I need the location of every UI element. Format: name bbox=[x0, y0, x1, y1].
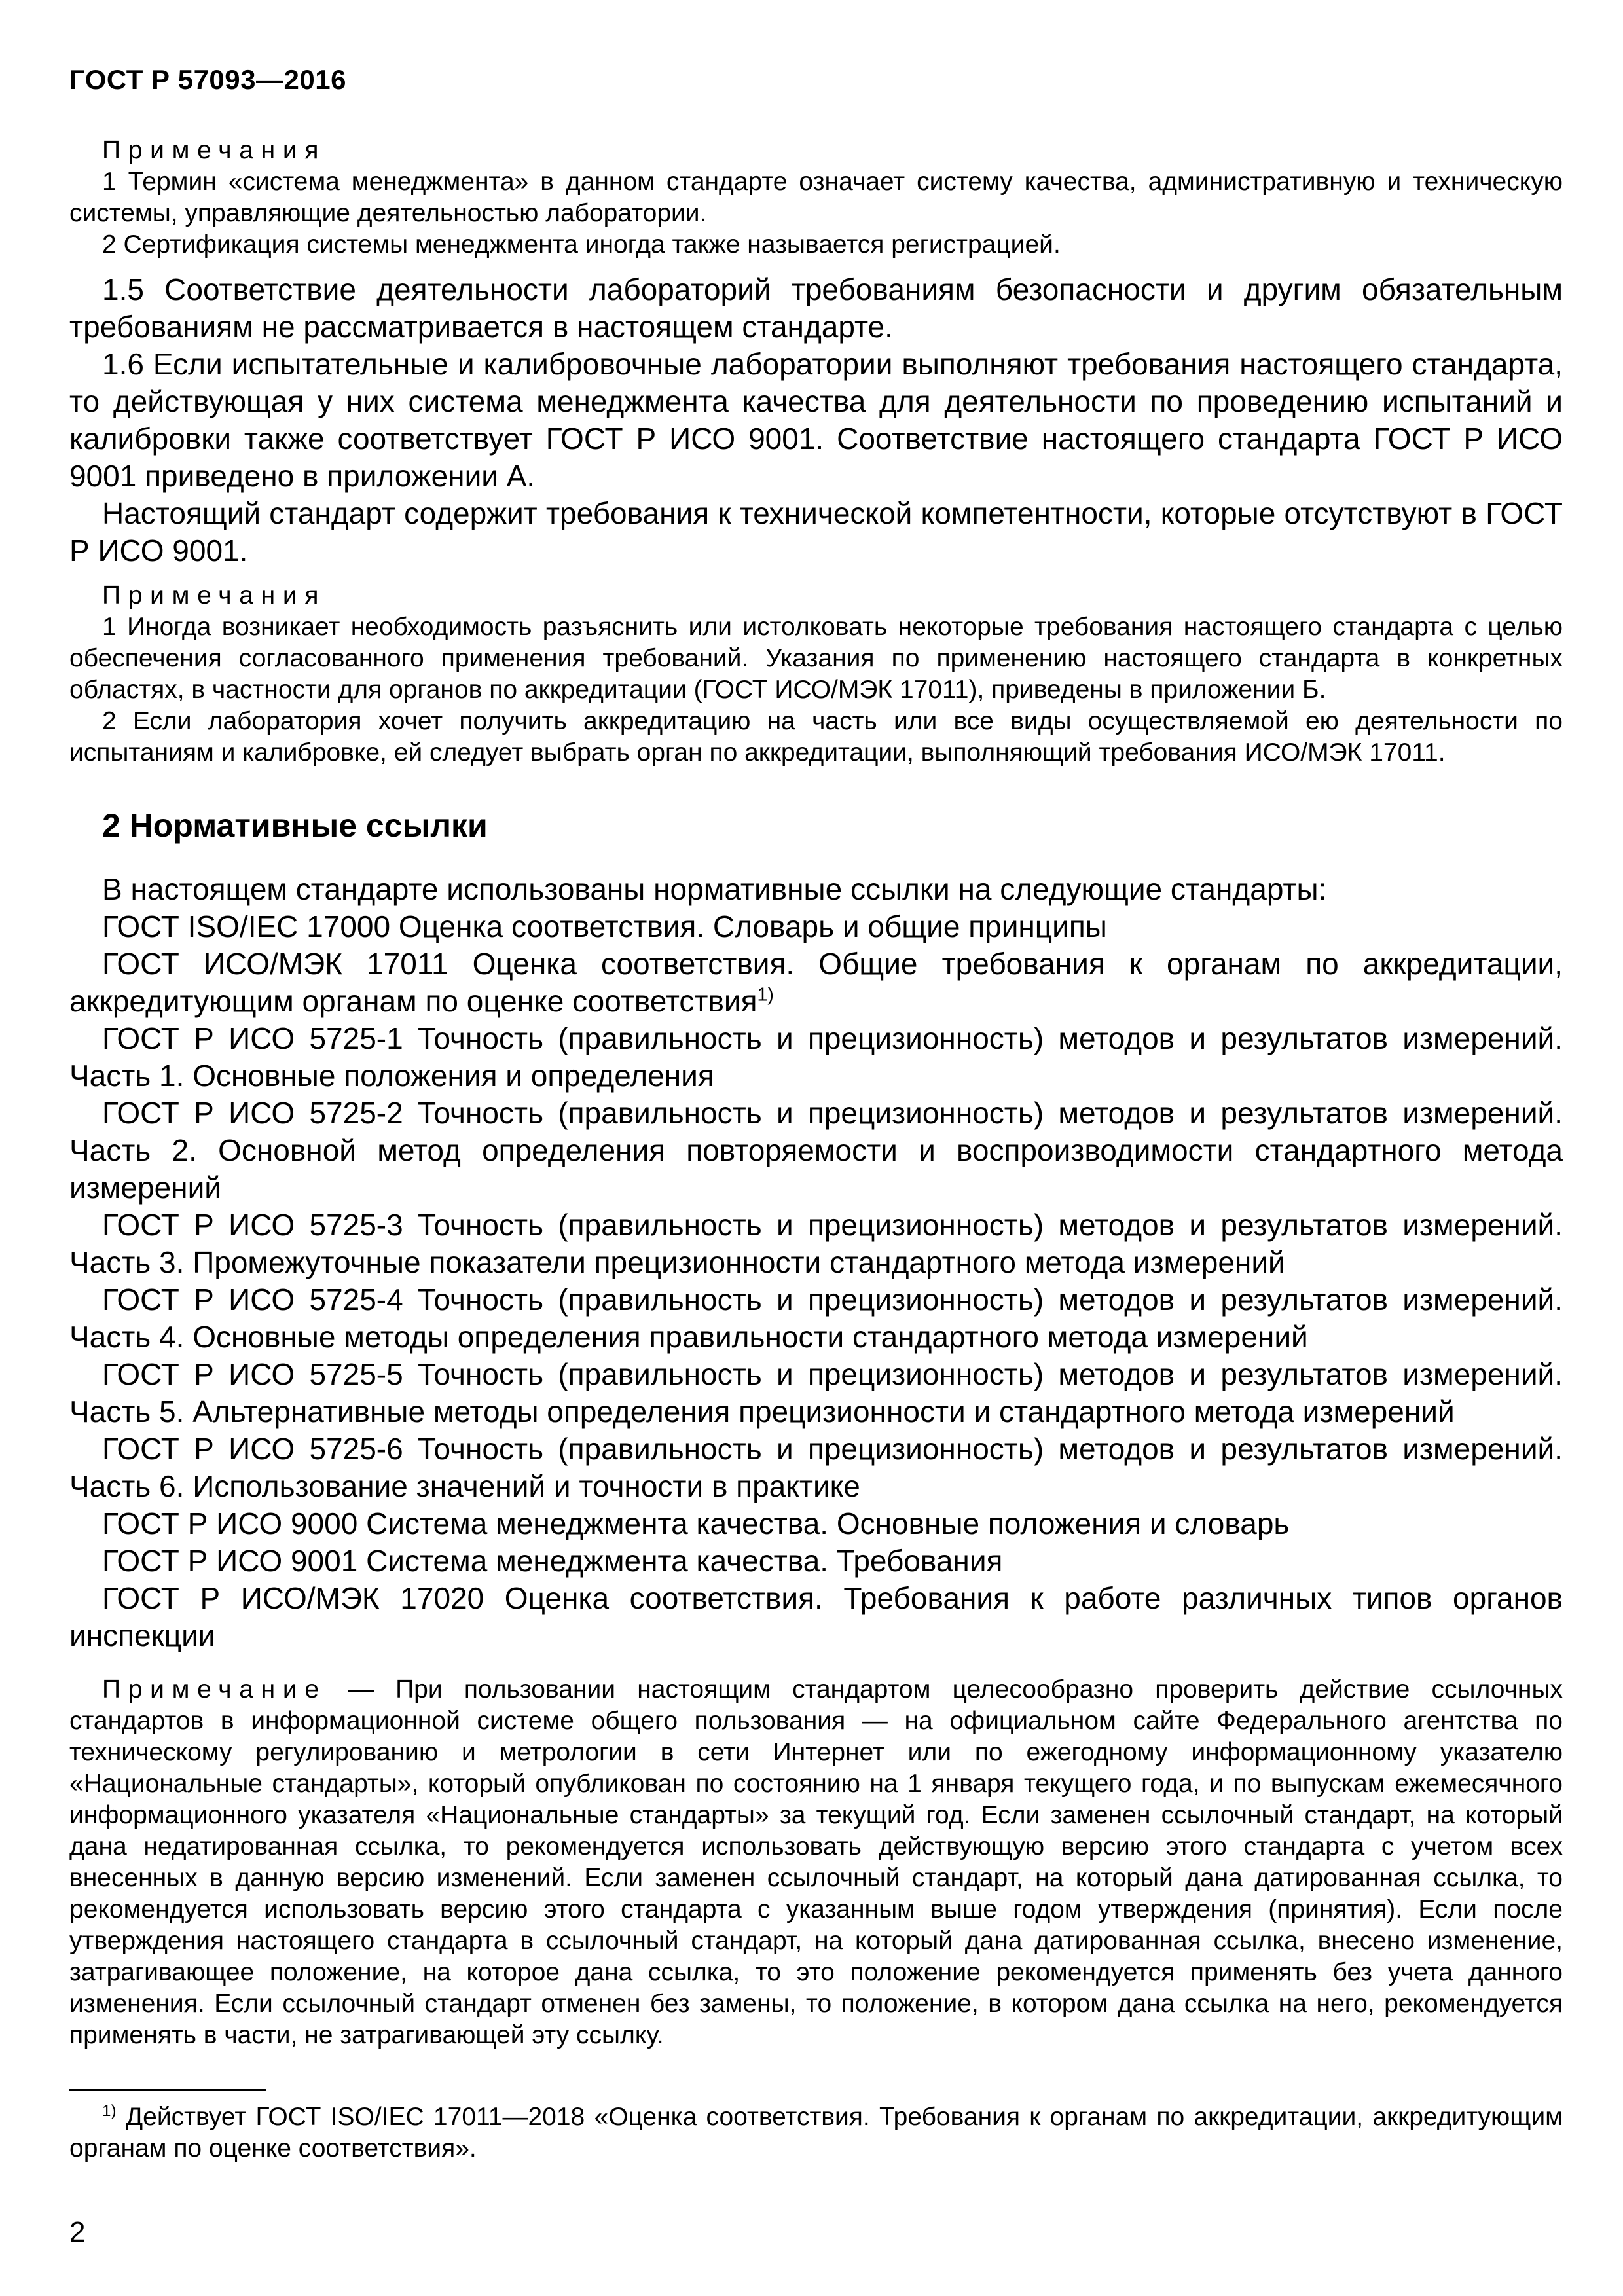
note-title-inline: Примечание bbox=[102, 1675, 327, 1704]
footnote-ref-marker: 1) bbox=[757, 984, 774, 1006]
note-body-text: — При пользовании настоящим стандартом целесообразно проверить действие ссылочных стандартов в информационной системе общего пользования — на официальном сайте Федерального агентства по техническому регулированию и метрологии в сети Интернет или по ежегодному информационному указателю «Национальные стандарты», который опубликован по состоянию на 1 января текущего года, и по выпускам ежемесячного информационного указателя «Национальные стандарты» за текущий год. Если заменен ссылочный стандарт, на который дана недатированная ссылка, то рекомендуется использовать действующую версию этого стандарта с учетом всех внесенных в данную версию изменений. Если заменен ссылочный стандарт, на который дана датированная ссылка, то рекомендуется использовать версию этого стандарта с указанным выше годом утверждения (принятия). Если после утверждения настоящего стандарта в ссылочный стандарт, на который дана датированная ссылка, внесено изменение, затрагивающее положение, на которое дана ссылка, то это положение рекомендуется применять без учета данного изменения. Если ссылочный стандарт отменен без замены, то положение, в котором дана ссылка на него, рекомендуется применять в части, не затрагивающей эту ссылку. bbox=[69, 1675, 1563, 2049]
note-item: 1 Иногда возникает необходимость разъяснить или истолковать некоторые требования настоящего стандарта с целью обеспечения согласованного применения требований. Указания по применению настоящего стандарта в конкретных областях, в частности для органов по аккредитации (ГОСТ ИСО/МЭК 17011), приведены в приложении Б. bbox=[69, 613, 1563, 704]
footnote-marker: 1) bbox=[102, 2102, 117, 2120]
standard-reference bbox=[69, 1095, 1563, 1207]
standard-reference bbox=[69, 1281, 1563, 1356]
standard-reference-text: ГОСТ Р ИСО 5725-1 Точность (правильность и прецизионность) методов и результатов измерений. Часть 1. Основные положения и определения bbox=[69, 1021, 1563, 1093]
standard-reference bbox=[69, 1207, 1563, 1281]
clause-1-5: 1.5 Соответствие деятельности лабораторий требованиям безопасности и другим обязательным требованиям не рассматривается в настоящем стандарте. bbox=[69, 272, 1563, 344]
notes-title: Примечания bbox=[102, 581, 327, 610]
standard-reference-text: ГОСТ Р ИСО 5725-3 Точность (правильность и прецизионность) методов и результатов измерений. Часть 3. Промежуточные показатели прецизионности стандартного метода измерений bbox=[69, 1208, 1563, 1279]
standard-reference bbox=[69, 908, 1563, 945]
standard-reference-text: ГОСТ Р ИСО 5725-6 Точность (правильность и прецизионность) методов и результатов измерений. Часть 6. Использование значений и точности в практике bbox=[69, 1432, 1563, 1503]
clause-1-6-continuation: Настоящий стандарт содержит требования к технической компетентности, которые отсутствуют в ГОСТ Р ИСО 9001. bbox=[69, 496, 1563, 568]
notes-title: Примечания bbox=[102, 136, 327, 164]
standard-reference-text: ГОСТ Р ИСО 9000 Система менеджмента качества. Основные положения и словарь bbox=[102, 1506, 1290, 1540]
notes-block-intro bbox=[69, 135, 1563, 261]
note-item: 2 Сертификация системы менеджмента иногда также называется регистрацией. bbox=[102, 230, 1061, 259]
standard-reference-text: ГОСТ Р ИСО 5725-2 Точность (правильность и прецизионность) методов и результатов измерений. Часть 2. Основной метод определения повторяемости и воспроизводимости стандартного метода измерений bbox=[69, 1096, 1563, 1205]
doc-number-header: ГОСТ Р 57093—2016 bbox=[69, 64, 346, 95]
standard-reference-text: ГОСТ ИСО/МЭК 17011 Оценка соответствия. Общие требования к органам по аккредитации, аккредитующим органам по оценке соответствия bbox=[69, 947, 1563, 1018]
standard-reference bbox=[69, 1505, 1563, 1542]
references-note bbox=[69, 1674, 1563, 2051]
standard-reference-text: ГОСТ Р ИСО 5725-5 Точность (правильность и прецизионность) методов и результатов измерений. Часть 5. Альтернативные методы определения прецизионности и стандартного метода измерений bbox=[69, 1357, 1563, 1429]
standard-reference-text: ГОСТ Р ИСО 9001 Система менеджмента качества. Требования bbox=[102, 1544, 1003, 1578]
clause-1-6: 1.6 Если испытательные и калибровочные лаборатории выполняют требования настоящего стандарта, то действующая у них система менеджмента качества для деятельности по проведению испытаний и калибровки также соответствует ГОСТ Р ИСО 9001. Соответствие настоящего стандарта ГОСТ Р ИСО 9001 приведено в приложении А. bbox=[69, 347, 1563, 493]
standard-reference-text: ГОСТ Р ИСО/МЭК 17020 Оценка соответствия. Требования к работе различных типов органов инспекции bbox=[69, 1581, 1563, 1652]
footnote-rule bbox=[69, 2089, 266, 2091]
section-2-heading: 2 Нормативные ссылки bbox=[102, 807, 488, 844]
standard-reference bbox=[69, 1580, 1563, 1654]
standard-reference-text: ГОСТ ISO/IEC 17000 Оценка соответствия. Словарь и общие принципы bbox=[102, 909, 1107, 943]
footnote bbox=[69, 2102, 1563, 2164]
note-item: 2 Если лаборатория хочет получить аккредитацию на часть или все виды осуществляемой ею деятельности по испытаниям и калибровке, ей следует выбрать орган по аккредитации, выполняющий требования ИСО/МЭК 17011. bbox=[69, 707, 1563, 767]
standard-reference bbox=[69, 945, 1563, 1020]
footnote-section bbox=[69, 2089, 1563, 2164]
standard-reference bbox=[69, 1356, 1563, 1430]
section-2-intro: В настоящем стандарте использованы нормативные ссылки на следующие стандарты: bbox=[102, 872, 1327, 906]
standard-reference bbox=[69, 1020, 1563, 1095]
page-number: 2 bbox=[69, 2216, 86, 2248]
notes-block-clause bbox=[69, 580, 1563, 769]
standard-reference-text: ГОСТ Р ИСО 5725-4 Точность (правильность и прецизионность) методов и результатов измерений. Часть 4. Основные методы определения правильности стандартного метода измерений bbox=[69, 1283, 1563, 1354]
standard-reference bbox=[69, 1542, 1563, 1580]
note-item: 1 Термин «система менеджмента» в данном стандарте означает систему качества, административную и техническую системы, управляющие деятельностью лаборатории. bbox=[69, 168, 1563, 227]
standard-reference bbox=[69, 1430, 1563, 1505]
footnote-text: Действует ГОСТ ISO/IEC 17011—2018 «Оценка соответствия. Требования к органам по аккредитации, аккредитующим органам по оценке соответствия». bbox=[69, 2103, 1563, 2162]
